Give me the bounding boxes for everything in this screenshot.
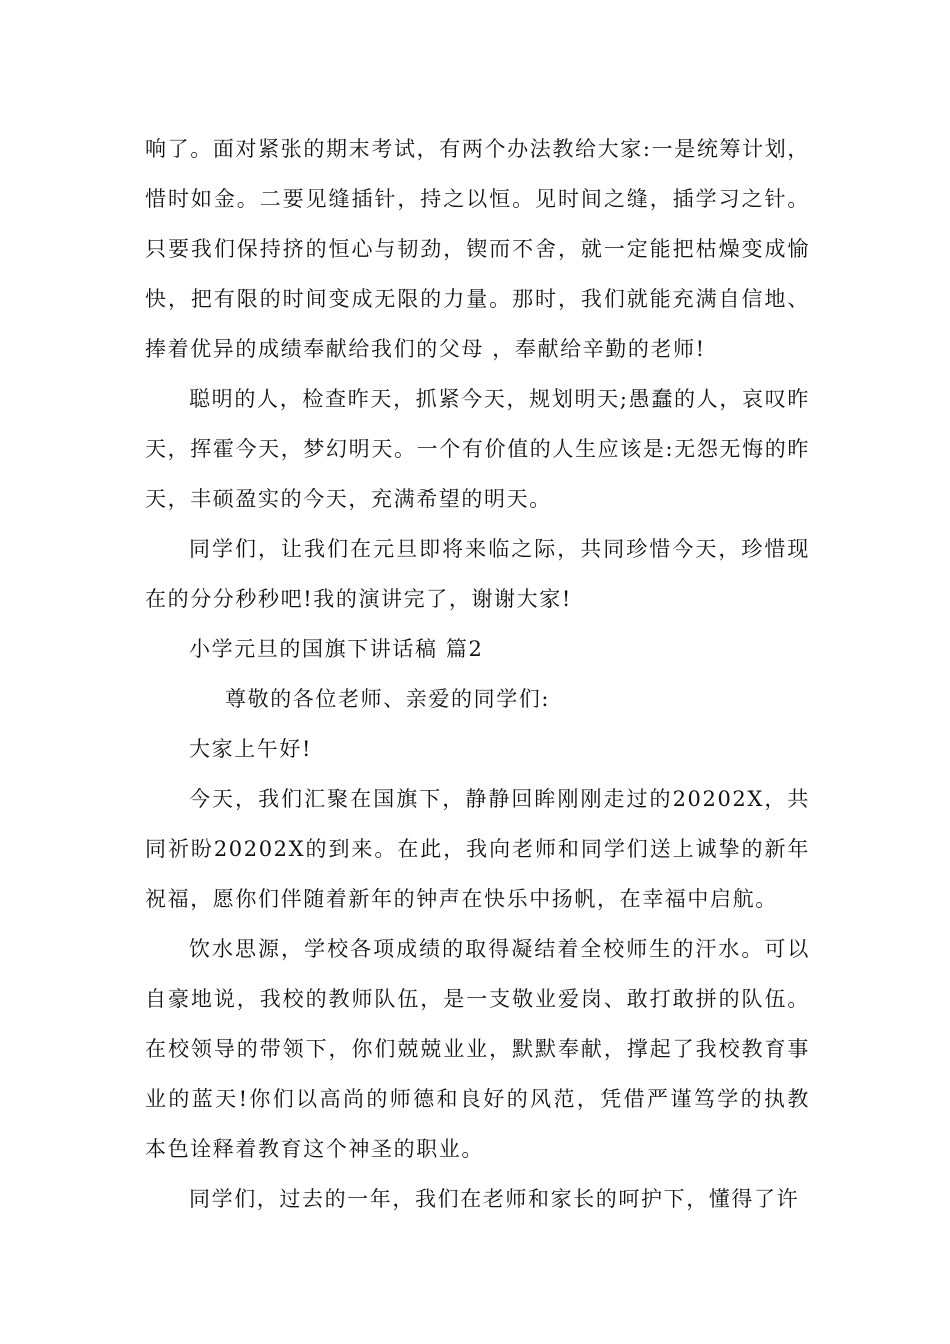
paragraph-students: 同学们，过去的一年，我们在老师和家长的呵护下，懂得了许 — [189, 1187, 800, 1211]
document-body — [145, 124, 810, 1224]
paragraph-continued: 响了。面对紧张的期末考试，有两个办法教给大家:一是统筹计划，惜时如金。二要见缝插针，持之以恒。见时间之缝，插学习之针。只要我们保持挤的恒心与韧劲，锲而不舍，就一定能把枯燥变成愉快，把有限的时间变成无限的力量。那时，我们就能充满自信地、捧着优异的成绩奉献给我们的父母 ，奉献给辛勤的老师! — [145, 137, 810, 361]
paragraph-teachers: 饮水思源，学校各项成绩的取得凝结着全校师生的汗水。可以自豪地说，我校的教师队伍，是一支敬业爱岗、敢打敢拼的队伍。在校领导的带领下，你们兢兢业业，默默奉献，撑起了我校教育事业的蓝天!你们以高尚的师德和良好的风范，凭借严谨笃学的执教本色诠释着教育这个神圣的职业。 — [145, 937, 810, 1161]
greeting: 大家上午好! — [189, 737, 313, 761]
paragraph-closing: 同学们，让我们在元旦即将来临之际，共同珍惜今天，珍惜现在的分分秒秒吧!我的演讲完了，谢谢大家! — [145, 537, 810, 611]
salutation: 尊敬的各位老师、亲爱的同学们: — [225, 687, 551, 711]
section-heading: 小学元旦的国旗下讲话稿 篇2 — [189, 637, 484, 661]
paragraph-wisdom: 聪明的人，检查昨天，抓紧今天，规划明天;愚蠢的人，哀叹昨天，挥霍今天，梦幻明天。一个有价值的人生应该是:无怨无悔的昨天，丰硕盈实的今天，充满希望的明天。 — [145, 387, 810, 511]
paragraph-new-year: 今天，我们汇聚在国旗下，静静回眸刚刚走过的20202X，共同祈盼20202X的到来。在此，我向老师和同学们送上诚挚的新年祝福，愿你们伴随着新年的钟声在快乐中扬帆，在幸福中启航。 — [145, 787, 810, 911]
